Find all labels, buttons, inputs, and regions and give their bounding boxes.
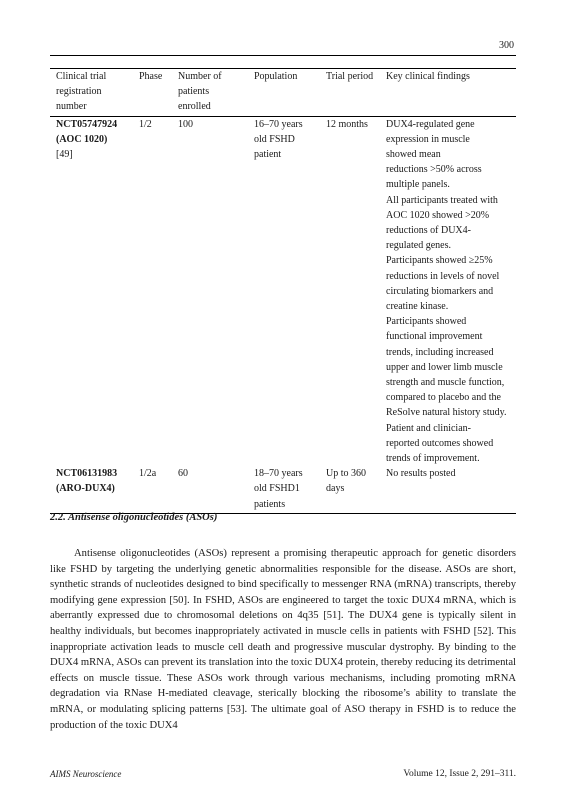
cell-registration: NCT06131983 (ARO-DUX4) xyxy=(50,466,133,513)
clinical-trials-table xyxy=(50,68,516,514)
cell-findings: No results posted xyxy=(380,466,516,513)
body-paragraph: Antisense oligonucleotides (ASOs) represent a promising therapeutic approach for genetic disorders like FSHD by targeting the underlying genetic abnormalities responsible for the disease. ASOs are short, synthetic strands of nucleotides designed to bind specifically to messenger RNA (mRNA) transcripts, thereby modifying gene expression [50]. In FSHD, ASOs are engineered to target the toxic DUX4 mRNA, which is aberrantly expressed due to chromosomal deletions on 4q35 [51]. The DUX4 gene is typically silent in healthy individuals, but becomes inappropriately activated in muscle cells in patients with FSHD [52]. This inappropriate activation leads to muscle cell death and progressive muscular dystrophy. By binding to the DUX4 mRNA, ASOs can prevent its translation into the toxic DUX4 protein, thereby reducing its detrimental effects on muscle tissue. These ASOs work through various mechanisms, including promoting mRNA degradation via RNase H-mediated cleavage, sterically blocking the ribosome’s ability to translate the mRNA, or modulating splicing patterns [53]. The ultimate goal of ASO therapy in FSHD is to reduce the production of the toxic DUX4 xyxy=(50,548,516,731)
cell-phase: 1/2a xyxy=(133,466,172,513)
citation-reference: [49] xyxy=(56,149,73,161)
cell-findings: DUX4-regulated gene expression in muscle showed mean reductions >50% across multiple panels. All participants treated with AOC 1020 showed >20% reductions of DUX4- regulated genes. Participants showed ≥25% reductions in levels of novel circulating biomarkers and creatine kinase. Participants showed functional improvement trends, including increased upper and lower limb muscle strength and muscle function, compared to placebo and the ReSolve natural history study. Patient and clinician- reported outcomes showed trends of improvement. xyxy=(386,118,507,465)
table-row xyxy=(50,116,516,466)
cell-population: 16–70 years old FSHD patient xyxy=(254,118,303,161)
cell-enrolled: 60 xyxy=(172,466,248,513)
header-phase: Phase xyxy=(133,69,172,117)
header-enrolled: Number of patients enrolled xyxy=(172,69,248,117)
footer-journal-name: AIMS Neuroscience xyxy=(50,769,122,779)
header-period: Trial period xyxy=(320,69,380,117)
header-findings: Key clinical findings xyxy=(380,69,516,117)
section-heading: 2.2. Antisense oligonucleotides (ASOs) xyxy=(50,512,218,523)
cell-phase: 1/2 xyxy=(139,118,152,130)
footer-volume-info: Volume 12, Issue 2, 291–311. xyxy=(403,769,516,779)
header-registration: Clinical trial registration number xyxy=(50,69,133,117)
page-number: 300 xyxy=(499,40,514,51)
cell-period: Up to 360 days xyxy=(320,466,380,513)
cell-period: 12 months xyxy=(326,118,368,130)
header-population: Population xyxy=(248,69,320,117)
cell-population: 18–70 years old FSHD1 patients xyxy=(248,466,320,513)
cell-registration: NCT05747924 (AOC 1020) [49] xyxy=(50,116,133,466)
table-header-row xyxy=(50,69,516,117)
header-rule xyxy=(50,55,516,56)
cell-enrolled: 100 xyxy=(178,118,193,130)
table-row xyxy=(50,466,516,513)
